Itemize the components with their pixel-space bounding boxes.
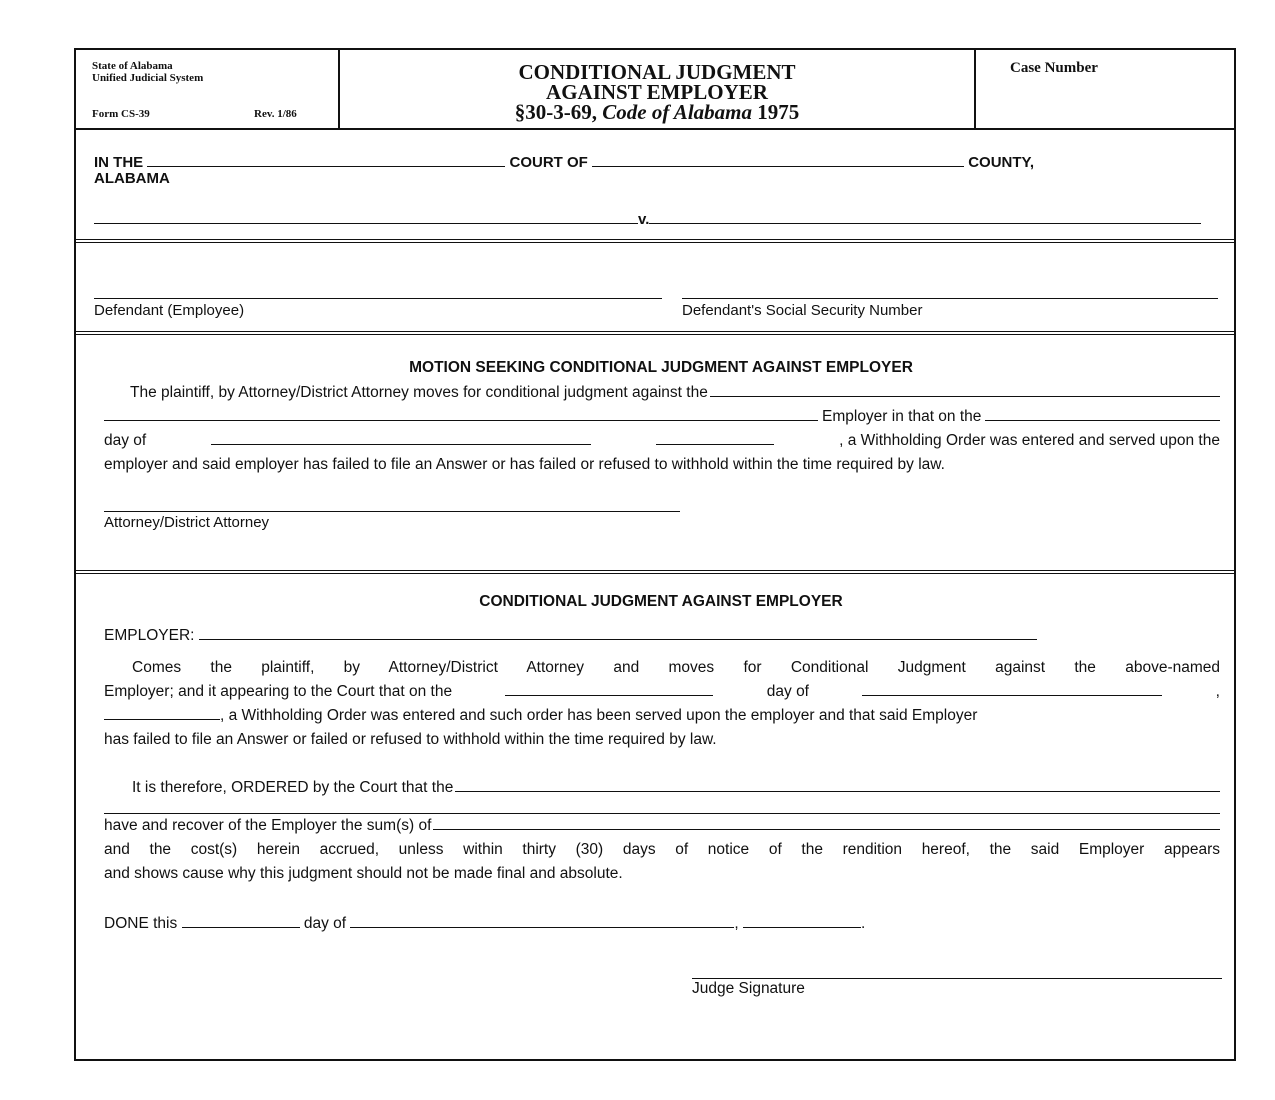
judgment-day-field[interactable] xyxy=(505,682,713,696)
court-name-field[interactable] xyxy=(147,153,505,167)
order-paragraph: It is therefore, ORDERED by the Court that the have and recover of the Employer the sum(s) of and the cost(s) herein accrued, unless within thirty (30) days of notice of the rendition hereof, the said Employer appears and shows cause why this judgment should not be made final and absolute. xyxy=(104,779,1220,882)
plaintiff-field[interactable] xyxy=(94,210,638,224)
done-day-field[interactable] xyxy=(182,914,300,928)
county-name-field[interactable] xyxy=(592,153,964,167)
plaintiff-name-field-2[interactable] xyxy=(104,800,1220,814)
defendant-label: Defendant (Employee) xyxy=(94,302,245,319)
attorney-signature-line[interactable] xyxy=(104,511,680,512)
judgment-paragraph: Comes the plaintiff, by Attorney/District Attorney and moves for Conditional Judgment against the above-named Employer; and it appearing to the Court that on the day of , , a Withholding Order was entered and such order has been served upon the employer and that said Employer has failed to file an Answer or failed or refused to withhold within the time required by law. xyxy=(104,659,1220,748)
section-divider xyxy=(76,570,1234,574)
plaintiff-name-field[interactable] xyxy=(455,778,1220,792)
motion-employer-field[interactable] xyxy=(710,383,1220,397)
motion-employer-field-2[interactable] xyxy=(104,407,818,421)
case-number-label: Case Number xyxy=(1010,60,1098,76)
employer-name-field[interactable] xyxy=(199,626,1037,640)
form-header xyxy=(76,50,1234,130)
motion-year-field[interactable] xyxy=(656,431,774,445)
attorney-signature-label: Attorney/District Attorney xyxy=(104,514,270,531)
motion-month-field[interactable] xyxy=(211,431,591,445)
section-divider xyxy=(76,331,1234,335)
motion-paragraph: The plaintiff, by Attorney/District Attorney moves for conditional judgment against the Employer in that on the day of , a Withholding Order was entered and served upon the employer and said employer has failed to file an Answer or has failed or refused to withhold within the time required by law. xyxy=(104,384,1220,473)
judgment-month-field[interactable] xyxy=(862,682,1162,696)
court-line: IN THE COURT OF COUNTY, xyxy=(94,154,1035,171)
defendant-field[interactable] xyxy=(649,210,1201,224)
ssn-line[interactable] xyxy=(682,298,1218,299)
case-number-cell[interactable] xyxy=(976,50,1234,128)
form-cs39 xyxy=(74,48,1236,1061)
form-revision: Rev. 1/86 xyxy=(254,108,297,120)
done-month-field[interactable] xyxy=(350,914,734,928)
form-title-cell xyxy=(340,50,976,128)
employer-line: EMPLOYER: xyxy=(104,626,1037,645)
statute-citation: §30-3-69, Code of Alabama 1975 xyxy=(514,100,800,124)
alabama-label: ALABAMA xyxy=(94,170,170,187)
sum-field[interactable] xyxy=(433,816,1220,830)
case-style-line: v. xyxy=(94,210,1201,228)
form-info-cell xyxy=(76,50,340,128)
form-title-line2: AGAINST EMPLOYER xyxy=(546,80,768,104)
judge-signature-label: Judge Signature xyxy=(692,980,805,997)
judgment-heading: CONDITIONAL JUDGMENT AGAINST EMPLOYER xyxy=(479,593,843,610)
system-label: Unified Judicial System xyxy=(92,72,204,84)
form-number: Form CS-39 xyxy=(92,108,150,120)
defendant-line[interactable] xyxy=(94,298,662,299)
judgment-year-field[interactable] xyxy=(104,706,220,720)
motion-day-field[interactable] xyxy=(985,407,1220,421)
judge-signature-line[interactable] xyxy=(692,978,1222,979)
done-line: DONE this day of , . xyxy=(104,915,866,932)
state-label: State of Alabama xyxy=(92,60,173,72)
ssn-label: Defendant's Social Security Number xyxy=(682,302,923,319)
done-year-field[interactable] xyxy=(743,914,861,928)
form-title-line1: CONDITIONAL JUDGMENT xyxy=(518,60,796,84)
section-divider xyxy=(76,239,1234,243)
motion-heading: MOTION SEEKING CONDITIONAL JUDGMENT AGAINST EMPLOYER xyxy=(409,359,913,376)
